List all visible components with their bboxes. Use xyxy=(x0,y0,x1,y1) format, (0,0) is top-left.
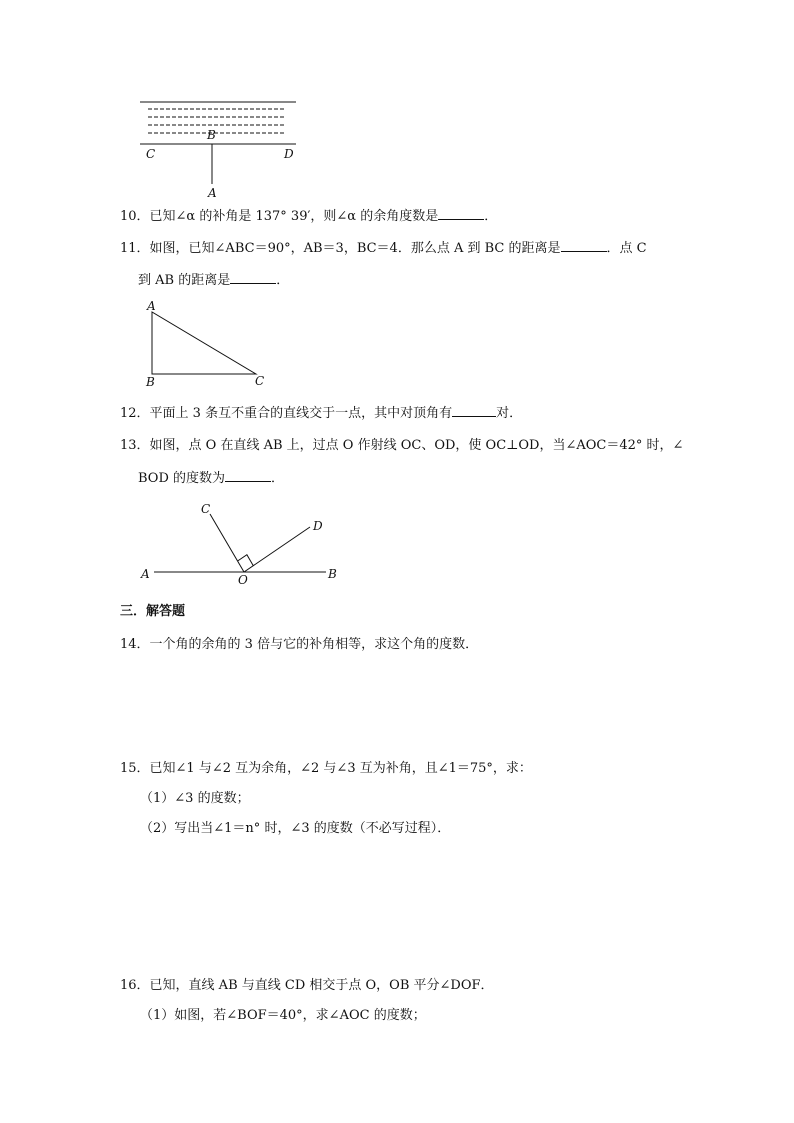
question-15-part-1: （1）∠3 的度数； xyxy=(140,791,250,806)
label-a: A xyxy=(141,567,150,581)
section-title-answer-questions: 三．解答题 xyxy=(120,604,186,619)
label-b: B xyxy=(328,567,337,581)
figure-q11-triangle xyxy=(140,298,280,390)
right-angle-mark xyxy=(238,555,254,566)
q11-text-1b: ．点 C xyxy=(606,241,647,256)
question-10 xyxy=(120,207,497,226)
label-b: B xyxy=(146,375,155,389)
figure-q13-rays xyxy=(138,500,348,588)
label-d: D xyxy=(313,519,323,533)
q11-text-2b: ． xyxy=(276,273,290,288)
q12-text: 12．平面上 3 条互不重合的直线交于一点，其中对顶角有 xyxy=(120,406,453,421)
q10-answer-blank[interactable] xyxy=(438,207,484,220)
q11-answer-blank-1[interactable] xyxy=(561,239,607,252)
question-16-part-1: （1）如图，若∠BOF＝40°，求∠AOC 的度数； xyxy=(140,1008,426,1023)
triangle-abc xyxy=(152,312,256,374)
label-o: O xyxy=(238,573,248,587)
q13-end: ． xyxy=(271,471,285,486)
label-d: D xyxy=(284,147,294,161)
question-15-part-2: （2）写出当∠1＝n° 时，∠3 的度数（不必写过程）． xyxy=(140,821,451,836)
q13-text-1: 13．如图，点 O 在直线 AB 上，过点 O 作射线 OC、OD，使 OC⊥OD，当∠AOC＝42° 时，∠ xyxy=(120,438,684,453)
question-12 xyxy=(120,404,522,423)
q10-end: ． xyxy=(484,209,498,224)
ray-oc xyxy=(210,514,244,572)
q11-text-2: 到 AB 的距离是 xyxy=(138,273,231,288)
ray-od xyxy=(244,527,310,572)
q13-answer-blank[interactable] xyxy=(225,469,271,482)
label-c: C xyxy=(201,502,211,516)
question-14: 14．一个角的余角的 3 倍与它的补角相等，求这个角的度数． xyxy=(120,637,479,652)
q13-text-2: BOD 的度数为 xyxy=(138,471,226,486)
label-a: A xyxy=(208,186,217,200)
question-13-line-1 xyxy=(120,437,683,455)
question-15-stem: 15．已知∠1 与∠2 互为余角，∠2 与∠3 互为补角，且∠1＝75°，求： xyxy=(120,761,532,776)
q11-answer-blank-2[interactable] xyxy=(230,271,276,284)
q11-text-1: 11．如图，已知∠ABC＝90°，AB＝3，BC＝4．那么点 A 到 BC 的距离是 xyxy=(120,241,561,256)
label-b: B xyxy=(207,128,216,142)
figure-q9 xyxy=(130,92,310,202)
q12-answer-blank[interactable] xyxy=(452,404,496,417)
question-16-stem: 16．已知，直线 AB 与直线 CD 相交于点 O，OB 平分∠DOF． xyxy=(120,978,494,993)
q10-text: 10．已知∠α 的补角是 137° 39′，则∠α 的余角度数是 xyxy=(120,209,439,224)
label-c: C xyxy=(146,147,156,161)
question-11-line-2 xyxy=(138,271,289,290)
label-c: C xyxy=(255,374,265,388)
q12-end: 对． xyxy=(496,406,523,421)
label-a: A xyxy=(147,299,156,313)
question-13-line-2 xyxy=(138,469,284,488)
question-11-line-1 xyxy=(120,239,647,258)
